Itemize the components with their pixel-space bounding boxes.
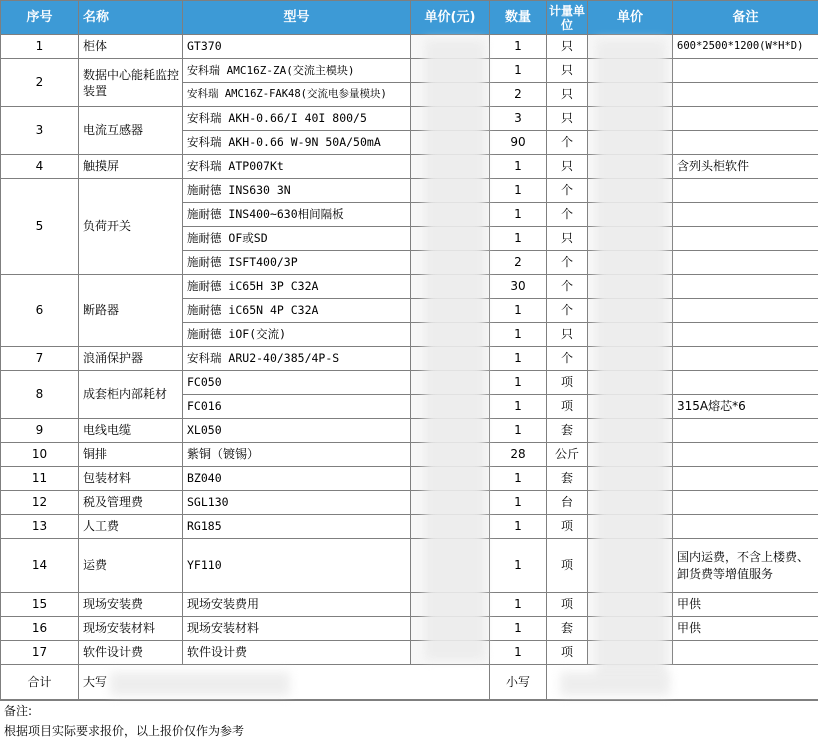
row-model: 施耐德 OF或SD xyxy=(183,227,411,251)
row-note xyxy=(673,371,818,395)
row-qty: 1 xyxy=(490,515,547,539)
row-unit: 只 xyxy=(547,59,588,83)
header-no: 序号 xyxy=(1,1,79,35)
redaction-total-xiaoxie xyxy=(560,672,670,696)
row-unit: 只 xyxy=(547,35,588,59)
row-no: 9 xyxy=(1,419,79,443)
row-model: 施耐德 INS400~630相间隔板 xyxy=(183,203,411,227)
table-row xyxy=(1,107,818,131)
row-name: 包装材料 xyxy=(79,467,183,491)
row-no: 17 xyxy=(1,641,79,665)
row-no: 14 xyxy=(1,539,79,593)
footer-title: 备注: xyxy=(0,701,818,721)
daxie-label: 大写 xyxy=(83,675,107,689)
row-name: 成套柜内部耗材 xyxy=(79,371,183,419)
row-model: 现场安装材料 xyxy=(183,617,411,641)
row-qty: 1 xyxy=(490,641,547,665)
row-name: 断路器 xyxy=(79,275,183,347)
row-qty: 1 xyxy=(490,179,547,203)
row-qty: 1 xyxy=(490,491,547,515)
row-note xyxy=(673,323,818,347)
row-unit: 项 xyxy=(547,515,588,539)
row-unit: 套 xyxy=(547,467,588,491)
row-note xyxy=(673,227,818,251)
row-qty: 3 xyxy=(490,107,547,131)
row-unit: 只 xyxy=(547,155,588,179)
row-note xyxy=(673,491,818,515)
row-unit: 项 xyxy=(547,641,588,665)
row-qty: 1 xyxy=(490,323,547,347)
row-unit: 个 xyxy=(547,179,588,203)
row-model: SGL130 xyxy=(183,491,411,515)
row-note xyxy=(673,251,818,275)
row-no: 5 xyxy=(1,179,79,275)
row-name: 浪涌保护器 xyxy=(79,347,183,371)
row-note xyxy=(673,83,818,107)
row-unit: 个 xyxy=(547,131,588,155)
row-no: 1 xyxy=(1,35,79,59)
row-qty: 1 xyxy=(490,299,547,323)
table-row xyxy=(1,371,818,395)
row-unit: 公斤 xyxy=(547,443,588,467)
row-model: 施耐德 ISFT400/3P xyxy=(183,251,411,275)
table-row xyxy=(1,419,818,443)
row-qty: 1 xyxy=(490,227,547,251)
row-model: 紫铜（镀锡） xyxy=(183,443,411,467)
row-model: FC016 xyxy=(183,395,411,419)
row-model: 软件设计费 xyxy=(183,641,411,665)
row-model: XL050 xyxy=(183,419,411,443)
table-row xyxy=(1,491,818,515)
row-unit: 套 xyxy=(547,617,588,641)
row-qty: 1 xyxy=(490,467,547,491)
total-xiaoxie-label: 小写 xyxy=(490,665,547,700)
row-name: 铜排 xyxy=(79,443,183,467)
total-label: 合计 xyxy=(1,665,79,700)
row-unit: 项 xyxy=(547,539,588,593)
row-qty: 1 xyxy=(490,539,547,593)
row-qty: 1 xyxy=(490,395,547,419)
table-row xyxy=(1,593,818,617)
header-unit: 计量单位 xyxy=(547,1,588,35)
table-row xyxy=(1,617,818,641)
row-note xyxy=(673,131,818,155)
row-model: 现场安装费用 xyxy=(183,593,411,617)
row-name: 电流互感器 xyxy=(79,107,183,155)
row-unit: 台 xyxy=(547,491,588,515)
row-note xyxy=(673,275,818,299)
row-name: 负荷开关 xyxy=(79,179,183,275)
row-model: RG185 xyxy=(183,515,411,539)
row-qty: 2 xyxy=(490,83,547,107)
row-note xyxy=(673,179,818,203)
table-row xyxy=(1,515,818,539)
row-unit: 个 xyxy=(547,203,588,227)
row-unit: 项 xyxy=(547,593,588,617)
row-qty: 1 xyxy=(490,35,547,59)
row-note: 315A熔芯*6 xyxy=(673,395,818,419)
table-row xyxy=(1,275,818,299)
row-qty: 1 xyxy=(490,419,547,443)
row-model: 安科瑞 AMC16Z-FAK48(交流电参量模块) xyxy=(183,83,411,107)
row-qty: 1 xyxy=(490,155,547,179)
row-unit: 项 xyxy=(547,395,588,419)
footer-notes xyxy=(0,700,818,748)
row-qty: 28 xyxy=(490,443,547,467)
row-unit: 只 xyxy=(547,83,588,107)
table-row xyxy=(1,641,818,665)
header-qty: 数量 xyxy=(490,1,547,35)
row-note xyxy=(673,515,818,539)
row-unit: 套 xyxy=(547,419,588,443)
row-name: 电线电缆 xyxy=(79,419,183,443)
row-model: YF110 xyxy=(183,539,411,593)
row-qty: 90 xyxy=(490,131,547,155)
table-row xyxy=(1,467,818,491)
table-row xyxy=(1,59,818,83)
header-name: 名称 xyxy=(79,1,183,35)
row-note xyxy=(673,443,818,467)
row-note: 甲供 xyxy=(673,593,818,617)
table-row xyxy=(1,443,818,467)
row-unit: 只 xyxy=(547,323,588,347)
row-qty: 1 xyxy=(490,371,547,395)
row-model: 安科瑞 ATP007Kt xyxy=(183,155,411,179)
row-qty: 1 xyxy=(490,593,547,617)
row-note: 国内运费，不含上楼费、卸货费等增值服务 xyxy=(673,539,818,593)
row-model: 安科瑞 AMC16Z-ZA(交流主模块) xyxy=(183,59,411,83)
row-note: 600*2500*1200(W*H*D) xyxy=(673,35,818,59)
row-note xyxy=(673,641,818,665)
row-name: 现场安装材料 xyxy=(79,617,183,641)
table-row xyxy=(1,155,818,179)
row-no: 15 xyxy=(1,593,79,617)
header-price-yuan: 单价(元) xyxy=(411,1,490,35)
row-model: BZ040 xyxy=(183,467,411,491)
row-model: 施耐德 iC65N 4P C32A xyxy=(183,299,411,323)
row-model: 安科瑞 AKH-0.66/I 40I 800/5 xyxy=(183,107,411,131)
row-unit: 个 xyxy=(547,299,588,323)
row-qty: 30 xyxy=(490,275,547,299)
row-model: 施耐德 iOF(交流) xyxy=(183,323,411,347)
footer-text: 根据项目实际要求报价，以上报价仅作为参考 xyxy=(0,721,818,741)
row-note xyxy=(673,467,818,491)
row-qty: 1 xyxy=(490,347,547,371)
header-note: 备注 xyxy=(673,1,818,35)
row-name: 数据中心能耗监控装置 xyxy=(79,59,183,107)
row-name: 触摸屏 xyxy=(79,155,183,179)
row-name: 软件设计费 xyxy=(79,641,183,665)
row-note xyxy=(673,59,818,83)
row-model: FC050 xyxy=(183,371,411,395)
row-note xyxy=(673,203,818,227)
table-row xyxy=(1,347,818,371)
row-unit: 个 xyxy=(547,347,588,371)
row-model: 安科瑞 AKH-0.66 W-9N 50A/50mA xyxy=(183,131,411,155)
row-unit: 只 xyxy=(547,107,588,131)
row-qty: 1 xyxy=(490,203,547,227)
row-unit: 项 xyxy=(547,371,588,395)
row-no: 6 xyxy=(1,275,79,347)
row-no: 4 xyxy=(1,155,79,179)
row-note xyxy=(673,347,818,371)
row-qty: 2 xyxy=(490,251,547,275)
redaction-total-column xyxy=(596,40,666,680)
row-model: 安科瑞 ARU2-40/385/4P-S xyxy=(183,347,411,371)
row-model: 施耐德 iC65H 3P C32A xyxy=(183,275,411,299)
row-no: 12 xyxy=(1,491,79,515)
row-note: 含列头柜软件 xyxy=(673,155,818,179)
row-model: GT370 xyxy=(183,35,411,59)
row-note xyxy=(673,419,818,443)
row-name: 人工费 xyxy=(79,515,183,539)
row-no: 2 xyxy=(1,59,79,107)
row-note xyxy=(673,299,818,323)
row-name: 运费 xyxy=(79,539,183,593)
table-row xyxy=(1,539,818,593)
row-qty: 1 xyxy=(490,617,547,641)
table-row xyxy=(1,35,818,59)
row-no: 10 xyxy=(1,443,79,467)
row-name: 柜体 xyxy=(79,35,183,59)
row-name: 税及管理费 xyxy=(79,491,183,515)
row-qty: 1 xyxy=(490,59,547,83)
row-no: 7 xyxy=(1,347,79,371)
row-unit: 个 xyxy=(547,251,588,275)
redaction-total-daxie xyxy=(110,672,290,696)
row-unit: 个 xyxy=(547,275,588,299)
header-price: 单价 xyxy=(588,1,673,35)
row-unit: 只 xyxy=(547,227,588,251)
row-model: 施耐德 INS630 3N xyxy=(183,179,411,203)
row-no: 3 xyxy=(1,107,79,155)
row-no: 13 xyxy=(1,515,79,539)
header-model: 型号 xyxy=(183,1,411,35)
row-note: 甲供 xyxy=(673,617,818,641)
row-name: 现场安装费 xyxy=(79,593,183,617)
redaction-price-column xyxy=(425,40,485,660)
row-no: 11 xyxy=(1,467,79,491)
row-no: 16 xyxy=(1,617,79,641)
header-row xyxy=(1,1,818,35)
row-no: 8 xyxy=(1,371,79,419)
table-row xyxy=(1,179,818,203)
row-note xyxy=(673,107,818,131)
